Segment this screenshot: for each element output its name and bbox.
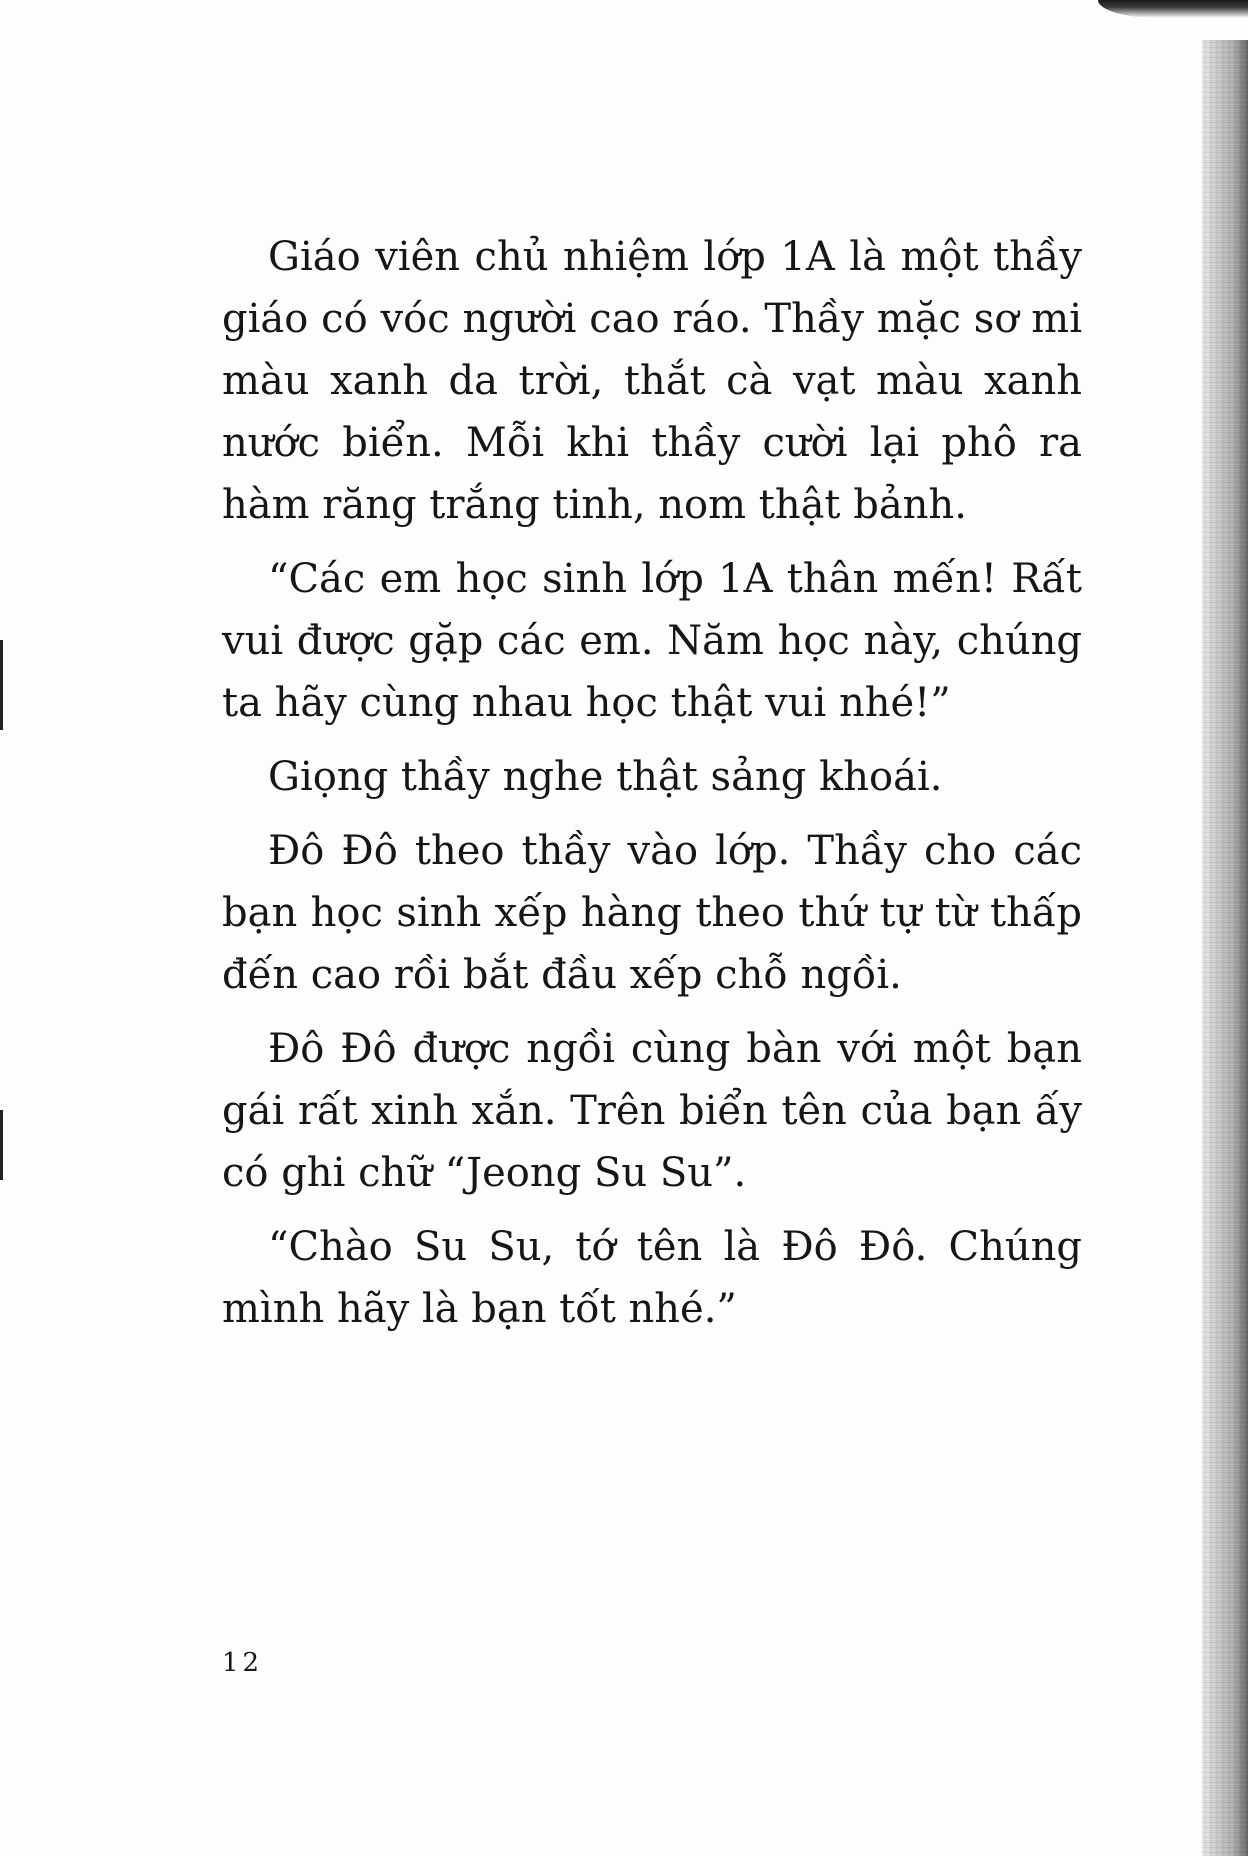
page-edge: [1202, 40, 1248, 1856]
paragraph-4: Đô Đô theo thầy vào lớp. Thầy cho các bạn học sinh xếp hàng theo thứ tự từ thấp đến cao rồi bắt đầu xếp chỗ ngồi.: [222, 828, 1082, 998]
paragraph-2: “Các em học sinh lớp 1A thân mến! Rất vui được gặp các em. Năm học này, chúng ta hãy cùng nhau học thật vui nhé!”: [222, 556, 1082, 726]
margin-mark: [0, 1110, 3, 1180]
paragraph-6: “Chào Su Su, tớ tên là Đô Đô. Chúng mình hãy là bạn tốt nhé.”: [222, 1224, 1082, 1332]
paragraph-3: Giọng thầy nghe thật sảng khoái.: [268, 754, 943, 800]
margin-mark: [0, 640, 3, 730]
page-number: 12: [222, 1648, 264, 1678]
paragraph-1: Giáo viên chủ nhiệm lớp 1A là một thầy giáo có vóc người cao ráo. Thầy mặc sơ mi màu xanh da trời, thắt cà vạt màu xanh nước biển. Mỗi khi thầy cười lại phô ra hàm răng trắng tinh, nom thật bảnh.: [222, 234, 1082, 528]
paragraph-5: Đô Đô được ngồi cùng bàn với một bạn gái rất xinh xắn. Trên biển tên của bạn ấy có ghi chữ “Jeong Su Su”.: [222, 1026, 1082, 1196]
binding-shadow: [1098, 0, 1248, 18]
body-text: [222, 226, 1082, 1352]
